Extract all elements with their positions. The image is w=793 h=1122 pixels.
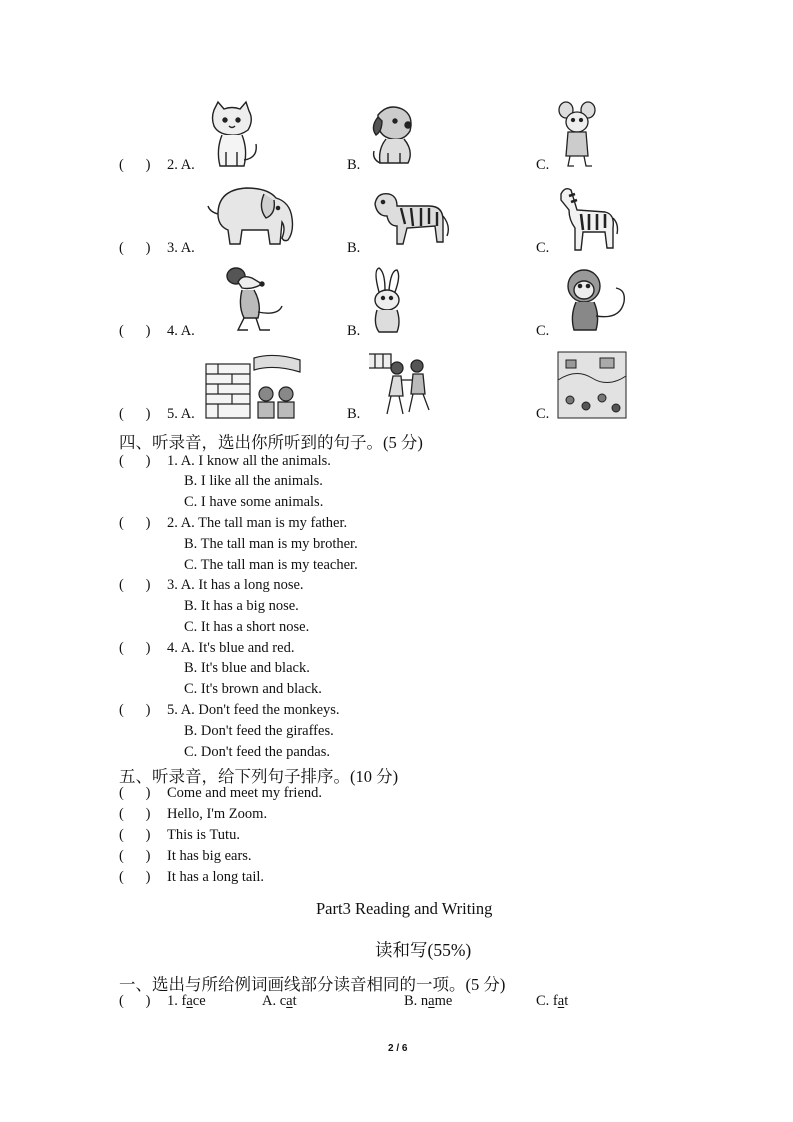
part-3-title: Part3 Reading and Writing [316,899,493,918]
children-walking-picture[interactable] [367,350,439,420]
tiger-picture[interactable] [367,186,451,250]
option-a: 1. A. I know all the animals. [167,453,331,469]
elephant-picture[interactable] [206,184,298,250]
answer-bracket[interactable]: ( ) [119,453,151,469]
answer-bracket[interactable]: ( ) [119,827,151,843]
option-a: 3. A. It has a long nose. [167,577,304,593]
option-label: B. [347,323,361,339]
section-4-heading: 四、听录音，选出你所听到的句子。(5 分) [119,433,423,452]
answer-bracket[interactable]: ( ) [119,323,151,339]
option-a: A. cat [262,993,297,1009]
example-word: 1. face [167,993,206,1009]
mouse-picture[interactable] [222,266,286,336]
answer-bracket[interactable]: ( ) [119,406,151,422]
option-a: 5. A. Don't feed the monkeys. [167,702,340,718]
sentence-item: It has big ears. [167,848,252,864]
answer-bracket[interactable]: ( ) [119,806,151,822]
sentence-item: Come and meet my friend. [167,785,323,801]
option-label: B. [347,406,361,422]
option-b: B. Don't feed the giraffes. [184,723,334,739]
option-label: B. [347,240,361,256]
answer-bracket[interactable]: ( ) [119,702,151,718]
rabbit-picture[interactable] [367,266,407,336]
section-5-heading: 五、听录音，给下列句子排序。(10 分) [119,767,399,786]
option-b: B. It has a big nose. [184,598,299,614]
option-b: B. The tall man is my brother. [184,536,358,552]
option-label: B. [347,157,361,173]
option-label: C. [536,406,550,422]
answer-bracket[interactable]: ( ) [119,869,151,885]
option-c: C. It has a short nose. [184,619,310,635]
answer-bracket[interactable]: ( ) [119,157,151,173]
sentence-item: This is Tutu. [167,827,240,843]
zebra-picture[interactable] [555,184,621,254]
question-number: 2. A. [167,157,195,173]
option-label: C. [536,157,550,173]
option-c: C. It's brown and black. [184,681,322,697]
sentence-item: Hello, I'm Zoom. [167,806,268,822]
option-c: C. Don't feed the pandas. [184,744,330,760]
page-number: 2 / 6 [388,1043,408,1054]
option-b: B. It's blue and black. [184,660,310,676]
park-scene-picture[interactable] [556,350,628,420]
answer-bracket[interactable]: ( ) [119,577,151,593]
option-a: 4. A. It's blue and red. [167,640,295,656]
option-c: C. The tall man is my teacher. [184,557,358,573]
option-a: 2. A. The tall man is my father. [167,515,348,531]
answer-bracket[interactable]: ( ) [119,848,151,864]
option-label: C. [536,240,550,256]
answer-bracket[interactable]: ( ) [119,785,151,801]
part-3-subtitle: 读和写(55%) [375,940,472,960]
option-b: B. name [404,993,453,1009]
option-b: B. I like all the animals. [184,473,323,489]
mouse-picture[interactable] [556,100,598,170]
option-label: C. [536,323,550,339]
question-number: 4. A. [167,323,195,339]
zoo-gate-picture[interactable] [204,350,306,420]
answer-bracket[interactable]: ( ) [119,240,151,256]
question-number: 5. A. [167,406,195,422]
cat-picture[interactable] [204,100,260,170]
option-c: C. fat [536,993,569,1009]
answer-bracket[interactable]: ( ) [119,640,151,656]
dog-picture[interactable] [368,103,420,169]
section-1-heading: 一、选出与所给例词画线部分读音相同的一项。(5 分) [119,975,506,994]
sentence-item: It has a long tail. [167,869,265,885]
answer-bracket[interactable]: ( ) [119,515,151,531]
monkey-picture[interactable] [560,266,630,336]
answer-bracket[interactable]: ( ) [119,993,151,1009]
option-c: C. I have some animals. [184,494,324,510]
question-number: 3. A. [167,240,195,256]
